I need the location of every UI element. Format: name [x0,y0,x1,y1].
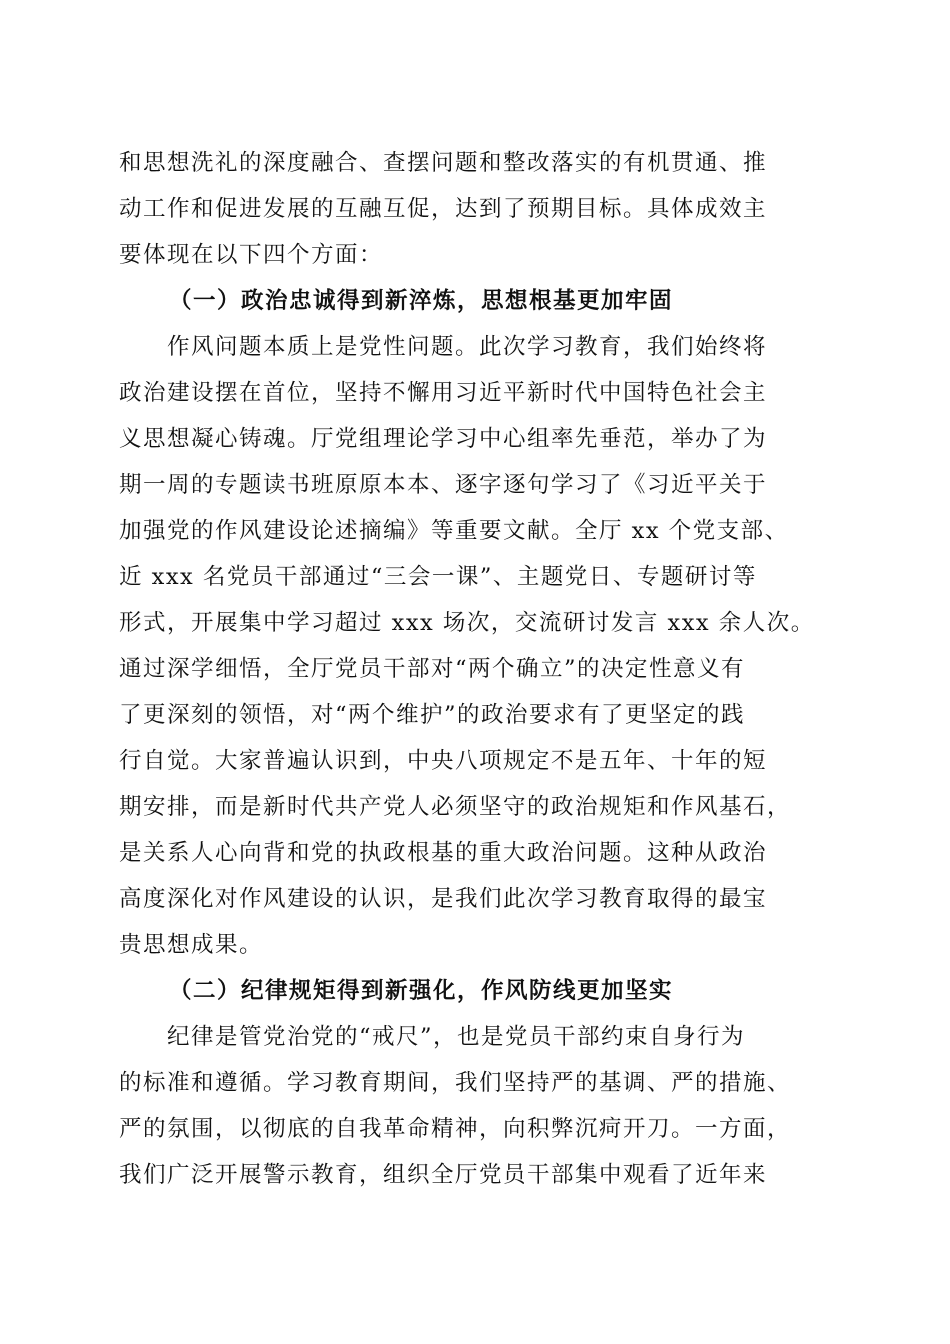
paragraph-line: 贵思想成果。 [119,932,264,958]
intro-line: 要体现在以下四个方面： [119,242,384,268]
paragraph-line: 高度深化对作风建设的认识，是我们此次学习教育取得的最宝 [119,886,768,912]
paragraph-line: 纪律是管党治党的“戒尺”，也是党员干部约束自身行为 [167,1024,746,1050]
paragraph-line: 形式，开展集中学习超过 xxx 场次，交流研讨发言 xxx 余人次。 [119,610,815,636]
paragraph-line: 通过深学细悟，全厅党员干部对“两个确立”的决定性意义有 [119,656,746,682]
paragraph-line: 政治建设摆在首位，坚持不懈用习近平新时代中国特色社会主 [119,380,768,406]
section-heading-2: （二）纪律规矩得到新强化，作风防线更加坚实 [169,978,674,1004]
paragraph-line: 了更深刻的领悟，对“两个维护”的政治要求有了更坚定的践 [119,702,746,728]
paragraph-line: 行自觉。大家普遍认识到，中央八项规定不是五年、十年的短 [119,748,768,774]
paragraph-line: 期安排，而是新时代共产党人必须坚守的政治规矩和作风基石， [119,794,792,820]
paragraph-line: 加强党的作风建设论述摘编》等重要文献。全厅 xx 个党支部、 [119,518,789,544]
paragraph-line: 义思想凝心铸魂。厅党组理论学习中心组率先垂范，举办了为 [119,426,768,452]
intro-line: 动工作和促进发展的互融互促，达到了预期目标。具体成效主 [119,196,768,222]
document-body [119,140,831,1198]
paragraph-line: 我们广泛开展警示教育，组织全厅党员干部集中观看了近年来 [119,1162,768,1188]
paragraph-line: 近 xxx 名党员干部通过“三会一课”、主题党日、专题研讨等 [119,564,757,590]
paragraph-line: 是关系人心向背和党的执政根基的重大政治问题。这种从政治 [119,840,768,866]
section-heading-1: （一）政治忠诚得到新淬炼，思想根基更加牢固 [169,288,674,314]
intro-line: 和思想洗礼的深度融合、查摆问题和整改落实的有机贯通、推 [119,150,768,176]
paragraph-line: 期一周的专题读书班原原本本、逐字逐句学习了《习近平关于 [119,472,768,498]
paragraph-line: 的标准和遵循。学习教育期间，我们坚持严的基调、严的措施、 [119,1070,792,1096]
paragraph-line: 作风问题本质上是党性问题。此次学习教育，我们始终将 [167,334,768,360]
paragraph-line: 严的氛围，以彻底的自我革命精神，向积弊沉疴开刀。一方面， [119,1116,792,1142]
